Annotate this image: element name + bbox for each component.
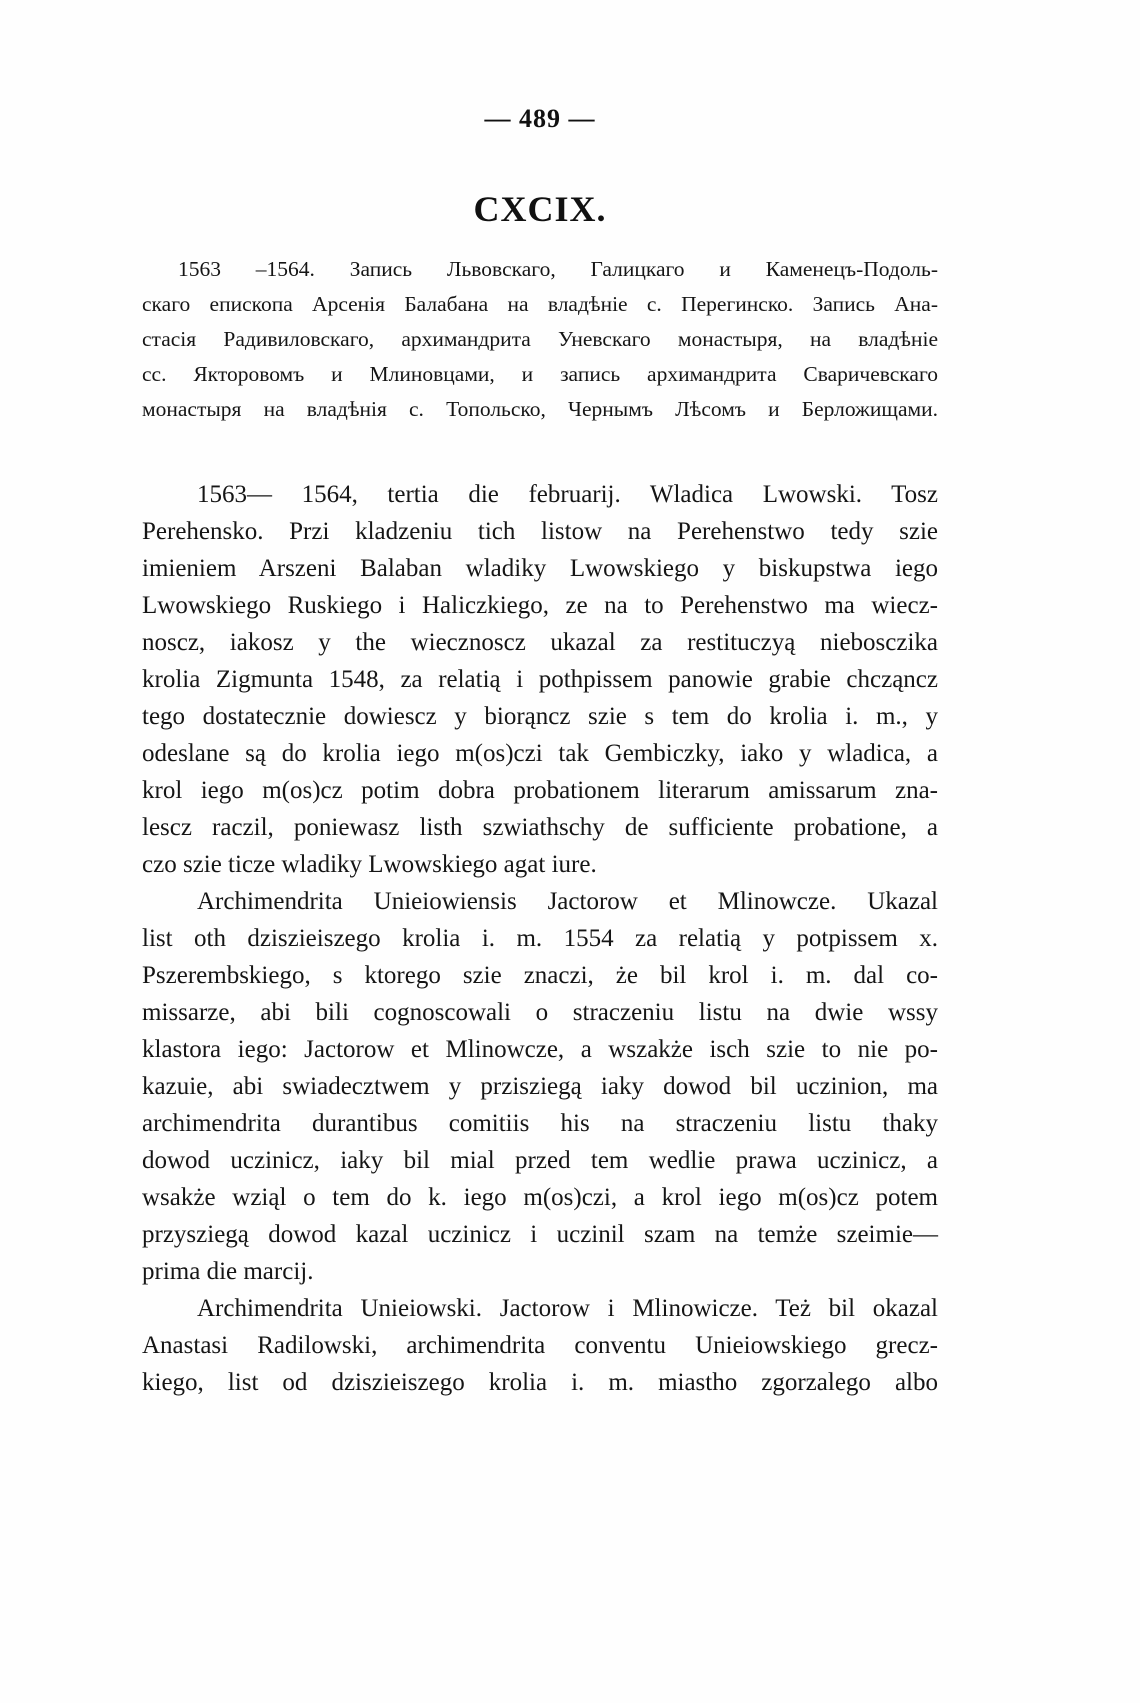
body-line: lescz raczil, poniewasz listh szwiathschy de sufficiente probatione, a (142, 814, 938, 841)
body-line: tego dostatecznie dowiescz y biorąncz szie s tem do krolia i. m., y (142, 703, 938, 730)
body-line: Perehensko. Przi kladzeniu tich listow na Perehenstwo tedy szie (142, 518, 938, 545)
body-line: krol iego m(os)cz potim dobra probationem literarum amissarum zna- (142, 777, 938, 804)
summary-line: стасія Радивиловскаго, архимандрита Уневскаго монастыря, на владѣніе (142, 327, 938, 351)
body-line: imieniem Arszeni Balaban wladiky Lwowskiego y biskupstwa iego (142, 555, 938, 582)
body-line: dowod uczinicz, iaky bil mial przed tem wedlie prawa uczinicz, a (142, 1147, 938, 1174)
body-line: Pszerembskiego, s ktorego szie znaczi, że bil krol i. m. dal co- (142, 962, 938, 989)
body-line: przysziegą dowod kazal uczinicz i uczinil szam na temże szeimie— (142, 1221, 938, 1248)
summary-line: сс. Якторовомъ и Млиновцами, и запись архимандрита Сваричевскаго (142, 362, 938, 386)
body-line: kazuie, abi swiadecztwem y przisziegą iaky dowod bil uczinion, ma (142, 1073, 938, 1100)
body-line: missarze, abi bili cognoscowali o straczeniu listu na dwie wssy (142, 999, 938, 1026)
summary-paragraph (142, 252, 938, 427)
chapter-heading: CXCIX. (473, 189, 607, 229)
body-line: prima die marcij. (142, 1258, 314, 1285)
summary-line: скаго епископа Арсенія Балабана на владѣніе с. Перегинско. Запись Ана- (142, 292, 938, 316)
summary-line: 1563 –1564. Запись Львовскаго, Галицкаго и Каменецъ-Подоль- (178, 257, 938, 281)
body-line: wsakże wziąl o tem do k. iego m(os)czi, a krol iego m(os)cz potem (142, 1184, 938, 1211)
body-line: Anastasi Radilowski, archimendrita conventu Unieiowskiego grecz- (142, 1332, 938, 1359)
body-line: Archimendrita Unieiowski. Jactorow i Mlinowicze. Też bil okazal (197, 1295, 938, 1322)
body-line: klastora iego: Jactorow et Mlinowcze, a wszakże isch szie to nie po- (142, 1036, 938, 1063)
body-line: kiego, list od dziszieiszego krolia i. m. miastho zgorzalego albo (142, 1369, 938, 1396)
body-line: czo szie ticze wladiky Lwowskiego agat iure. (142, 851, 597, 878)
summary-line: монастыря на владѣнія с. Топольско, Чернымъ Лѣсомъ и Берложищами. (142, 397, 938, 421)
body-line: list oth dziszieiszego krolia i. m. 1554 za relatią y potpissem x. (142, 925, 938, 952)
body-line: Lwowskiego Ruskiego i Haliczkiego, ze na to Perehenstwo ma wiecz- (142, 592, 938, 619)
body-line: Archimendrita Unieiowiensis Jactorow et Mlinowcze. Ukazal (197, 888, 938, 915)
body-line: noscz, iakosz y the wiecznoscz ukazal za restituczyą niebosczika (142, 629, 938, 656)
body-line: krolia Zigmunta 1548, za relatią i pothpissem panowie grabie chcząncz (142, 666, 938, 693)
body-line: odeslane są do krolia iego m(os)czi tak Gembiczky, iako y wladica, a (142, 740, 938, 767)
body-line: archimendrita durantibus comitiis his na straczeniu listu thaky (142, 1110, 938, 1137)
body-line: 1563— 1564, tertia die februarij. Wladica Lwowski. Tosz (197, 481, 938, 508)
body-text (142, 476, 938, 1401)
page-number: — 489 — (484, 104, 596, 133)
